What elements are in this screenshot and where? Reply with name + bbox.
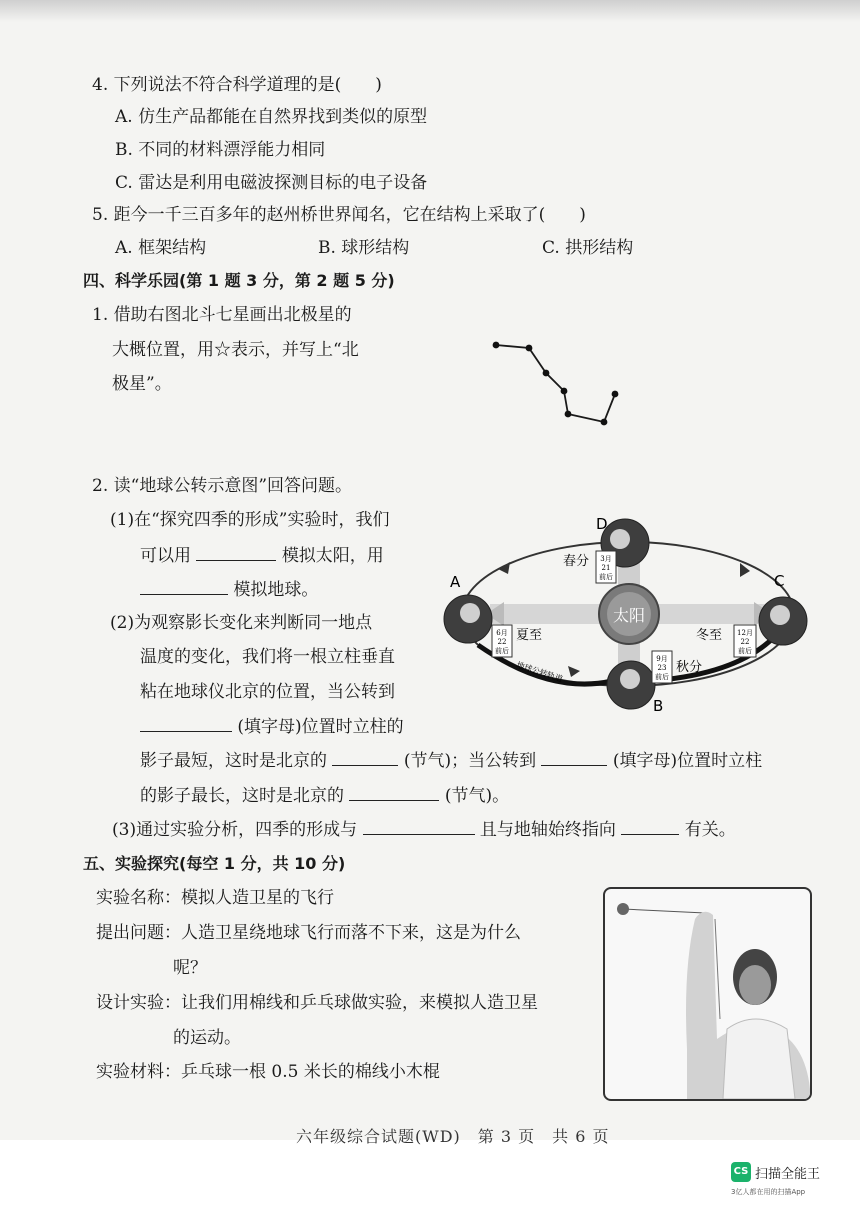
star-4 — [561, 388, 568, 395]
answer-blank-axis-direction[interactable] — [621, 818, 679, 835]
star-6 — [601, 419, 608, 426]
autumn-equinox-label: 秋分 — [676, 660, 703, 675]
answer-blank-letter-long[interactable] — [541, 749, 607, 766]
star-1 — [493, 342, 500, 349]
scanner-logo-icon: CS — [731, 1162, 751, 1182]
star-3 — [543, 370, 550, 377]
q5-stem: 5. 距今一千三百多年的赵州桥世界闻名，它在结构上采取了( ) — [92, 205, 586, 225]
q5-option-c: C. 拱形结构 — [542, 238, 634, 258]
s4-p1-text-c: 模拟地球。 — [233, 580, 319, 600]
s5-design-1: 设计实验：让我们用棉线和乒乓球做实验，来模拟人造卫星 — [96, 993, 538, 1013]
s5-question-2: 呢？ — [173, 958, 207, 978]
q4-stem: 4. 下列说法不符合科学道理的是( ) — [92, 75, 382, 95]
star-7 — [612, 391, 619, 398]
s4-p3-text-a: (3)通过实验分析，四季的形成与 — [112, 820, 358, 840]
date-d-2: 21 — [601, 564, 611, 572]
s4-p2-text-h: 的影子最长，这时是北京的 — [140, 786, 344, 806]
spring-equinox-label: 春分 — [563, 554, 590, 569]
experiment-illustration — [605, 889, 810, 1099]
date-c-3: 前后 — [738, 647, 752, 655]
s5-question-1: 提出问题：人造卫星绕地球飞行而落不下来，这是为什么 — [96, 923, 521, 943]
orbit-arrow-bottom — [568, 666, 580, 677]
date-b-3: 前后 — [655, 673, 669, 681]
star-2 — [526, 345, 533, 352]
q4-option-a: A. 仿生产品都能在自然界找到类似的原型 — [115, 107, 428, 127]
star-5 — [565, 411, 572, 418]
page-footer: 六年级综合试题(WD) 第 3 页 共 6 页 — [296, 1127, 610, 1146]
s5-design-2: 的运动。 — [173, 1028, 241, 1048]
s4-p2-text-g: (填字母)位置时立柱 — [612, 751, 763, 771]
s4-q1-line2: 大概位置，用☆表示，并写上“北 — [112, 340, 359, 360]
s4-p2-line1: (2)为观察影长变化来判断同一地点 — [110, 613, 373, 633]
date-b-2: 23 — [657, 664, 667, 672]
date-a-3: 前后 — [495, 647, 509, 655]
date-b-1: 9月 — [656, 655, 668, 663]
point-c-label: C — [774, 572, 785, 590]
point-b-label: B — [653, 697, 664, 715]
date-a-2: 22 — [497, 638, 507, 646]
s4-p2-text-e: 影子最短，这时是北京的 — [140, 751, 327, 771]
scanner-brand-name: 扫描全能王 — [755, 1167, 821, 1182]
date-a-1: 6月 — [496, 629, 508, 637]
earth-a-land — [460, 603, 480, 623]
s4-p2-line2: 温度的变化，我们将一根立柱垂直 — [140, 647, 395, 667]
student-shirt — [723, 1019, 795, 1099]
ping-pong-ball — [617, 903, 629, 915]
student-face — [739, 965, 771, 1005]
s4-p3-line — [112, 818, 736, 841]
earth-orbit-diagram — [440, 515, 812, 715]
big-dipper-lines — [496, 345, 615, 422]
s4-p1-text-a: 可以用 — [140, 546, 191, 566]
orbit-label: 地球公转轨道 — [515, 660, 564, 684]
s4-p2-text-i: (节气)。 — [444, 786, 510, 806]
s4-p2-line4 — [140, 715, 404, 738]
answer-blank-letter-short[interactable] — [140, 715, 232, 732]
date-c-2: 22 — [740, 638, 750, 646]
s4-p1-line3 — [140, 578, 318, 601]
s5-materials: 实验材料：乒乓球一根 0.5 米长的棉线小木棍 — [96, 1062, 440, 1082]
experiment-photo — [603, 887, 812, 1101]
s4-q1-line1: 1. 借助右图北斗七星画出北极星的 — [92, 305, 352, 325]
section5-title: 五、实验探究(每空 1 分，共 10 分) — [83, 854, 346, 873]
winter-solstice-label: 冬至 — [696, 628, 723, 643]
date-d-1: 3月 — [600, 555, 612, 563]
s4-p2-line3: 粘在地球仪北京的位置，当公转到 — [140, 682, 395, 702]
section4-title: 四、科学乐园(第 1 题 3 分，第 2 题 5 分) — [83, 271, 395, 290]
s4-p3-text-b: 且与地轴始终指向 — [479, 820, 616, 840]
s5-name: 实验名称：模拟人造卫星的飞行 — [96, 888, 334, 908]
point-a-label: A — [450, 573, 461, 591]
earth-c-land — [770, 605, 790, 625]
s4-p2-line6 — [140, 784, 509, 807]
sun-label: 太阳 — [612, 606, 646, 625]
s4-p2-line5 — [140, 749, 762, 772]
q5-option-b: B. 球形结构 — [318, 238, 410, 258]
s4-p2-text-d: (填字母)位置时立柱的 — [237, 717, 404, 737]
scanner-brand-tagline: 3亿人都在用的扫描App — [731, 1188, 806, 1196]
answer-blank-earth[interactable] — [140, 578, 228, 595]
cotton-thread — [623, 909, 705, 913]
s4-p2-text-f: (节气)；当公转到 — [403, 751, 537, 771]
earth-b-land — [620, 669, 640, 689]
date-c-1: 12月 — [737, 629, 753, 637]
s4-p1-line1: (1)在“探究四季的形成”实验时，我们 — [110, 510, 390, 530]
orbit-arrow-left — [498, 562, 510, 574]
s4-p3-text-c: 有关。 — [684, 820, 736, 840]
big-dipper-figure — [488, 336, 628, 430]
s4-q2-stem: 2. 读“地球公转示意图”回答问题。 — [92, 476, 353, 496]
earth-d-land — [610, 529, 630, 549]
answer-blank-season-cause[interactable] — [363, 818, 475, 835]
s4-p1-line2 — [140, 544, 384, 567]
q4-option-c: C. 雷达是利用电磁波探测目标的电子设备 — [115, 173, 428, 193]
s4-q1-line3: 极星”。 — [112, 374, 172, 394]
scan-top-shadow — [0, 0, 860, 22]
s4-p1-text-b: 模拟太阳，用 — [281, 546, 384, 566]
q5-option-a: A. 框架结构 — [115, 238, 207, 258]
q4-option-b: B. 不同的材料漂浮能力相同 — [115, 140, 326, 160]
answer-blank-solar-term-2[interactable] — [349, 784, 439, 801]
answer-blank-solar-term-1[interactable] — [332, 749, 398, 766]
date-d-3: 前后 — [599, 573, 613, 581]
answer-blank-sun[interactable] — [196, 544, 276, 561]
summer-solstice-label: 夏至 — [516, 628, 543, 643]
point-d-label: D — [596, 515, 608, 533]
